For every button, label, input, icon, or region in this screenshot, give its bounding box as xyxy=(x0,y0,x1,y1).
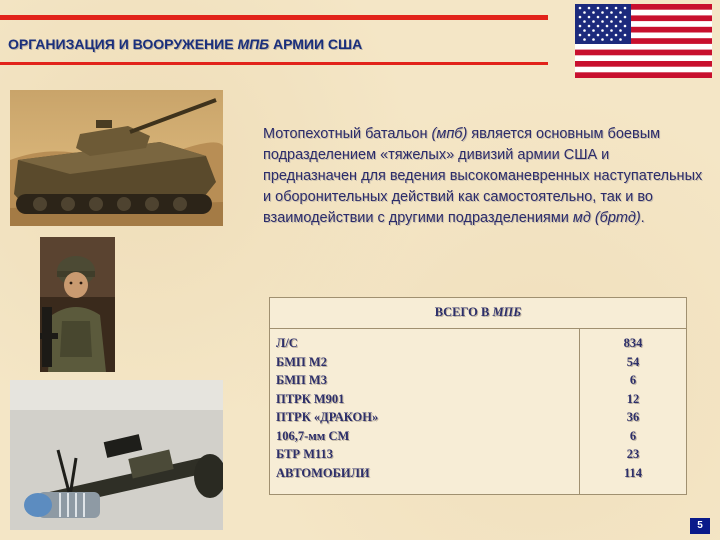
tank-photo xyxy=(10,90,223,226)
table-row-value: 6 xyxy=(629,373,637,387)
table-value-column xyxy=(580,329,686,494)
table-row-value: 6 xyxy=(629,428,637,443)
missile-photo xyxy=(10,380,223,530)
table-row-name: БМП М2 xyxy=(276,354,327,369)
table-row-name: БМП М3 xyxy=(276,373,327,387)
table-row-name: ПТРК М901 xyxy=(276,391,345,406)
top-rule xyxy=(0,15,548,20)
table-row-name: БТР М113 xyxy=(276,447,334,461)
table-row-value: 36 xyxy=(626,410,640,424)
title-rule xyxy=(0,62,548,65)
table-name-column xyxy=(270,329,580,494)
table-row-name: ПТРК «ДРАКОН» xyxy=(276,410,379,424)
table-row-value: 54 xyxy=(626,354,640,369)
table-row-value: 23 xyxy=(626,447,640,461)
table-row-name: 106,7-мм СМ xyxy=(276,428,350,443)
composition-table xyxy=(269,297,687,495)
description-paragraph: Мотопехотный батальон (мпб) является основным боевым подразделением «тяжелых» дивизий армии США и предназначен для ведения высокоманевренных наступательных и оборонительных действий как самостоятельно, так и во взаимодействии с другими подразделениями мд (бртд). xyxy=(263,126,703,226)
table-row-value: 834 xyxy=(623,336,643,350)
page-title: ОРГАНИЗАЦИЯ И ВООРУЖЕНИЕ МПБ АРМИИ США xyxy=(8,36,363,52)
soldier-photo xyxy=(40,237,115,372)
table-row-name: АВТОМОБИЛИ xyxy=(276,465,370,480)
table-row-value: 114 xyxy=(623,465,643,480)
table-row-name: Л/С xyxy=(276,336,298,350)
table-row-value: 12 xyxy=(626,391,640,406)
page-number: 5 xyxy=(690,518,710,534)
table-header: ВСЕГО В МПБ xyxy=(270,298,686,329)
us-flag-icon xyxy=(575,4,712,78)
